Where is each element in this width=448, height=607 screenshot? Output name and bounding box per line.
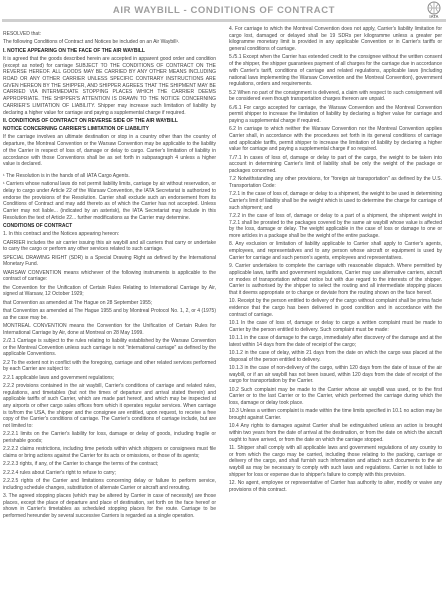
- page-title: AIR WAYBILL - CONDITIONS OF CONTRACT: [112, 5, 336, 16]
- left-column: [3, 26, 216, 604]
- section-heading: NOTICE CONCERNING CARRIER'S LIMITATION OF LIABILITY: [3, 126, 149, 133]
- clause-paragraph: the Convention for the Unification of Certain Rules Relating to International Carriage by Air, signed at Warsaw, 12 October 1929;: [3, 284, 216, 298]
- clause-paragraph: 11. Shipper shall comply with all applicable laws and government regulations of any country to or from which the cargo may be carried, including those relating to the packing, carriage or delivery of the cargo, and shall furnish such information and attach such documents to the air waybill as may be necessary to comply with such laws and regulations. Carrier is not liable to shipper for loss or expense due to shipper's failure to comply with this provision.: [229, 445, 442, 478]
- clause-paragraph: SPECIAL DRAWING RIGHT (SDR) is a Special Drawing Right as defined by the International Monetary Fund.: [3, 254, 216, 268]
- clause-paragraph: 10.1 In the case of loss of, damage or delay to cargo a written complaint must be made to Carrier by the person entitled to delivery. Such complaint must be made:: [229, 319, 442, 333]
- clause-paragraph: ¹ The Resolution is in the hands of all IATA Cargo Agents.: [3, 172, 130, 179]
- clause-paragraph: RESOLVED that:: [3, 31, 41, 37]
- clause-paragraph: 7.2.1 in the case of loss of, damage or delay to a shipment, the weight to be used in determining Carrier's limit of liability shall be the weight which is used to determine the charge for carriage of such shipment; and: [229, 191, 442, 211]
- clause-paragraph: 2.2.2.5 rights of the Carrier and limitations concerning delay or failure to perform service, including schedule changes, substitution of alternate Carrier or aircraft and rerouting.: [3, 478, 216, 491]
- clause-paragraph: 10.1.2 in the case of delay, within 21 days from the date on which the cargo was placed at the disposal of the person entitled to delivery.: [229, 349, 442, 363]
- clause-paragraph: 7.2.2 in the case of loss of, damage or delay to a part of a shipment, the shipment weight in 7.2.1 shall be prorated to the packages covered by the same air waybill whose value is affected by the loss, damage or delay. The weight applicable in the case of loss or damage to one or more articles in a package shall be the weight of the entire package.: [229, 213, 442, 240]
- clause-paragraph: 2.2.2.4 rules about Carrier's right to refuse to carry;: [3, 469, 116, 476]
- right-column: [229, 26, 442, 604]
- iata-logo: [424, 1, 444, 19]
- clause-paragraph: 10.3 Unless a written complaint is made within the time limits specified in 10.1 no action may be brought against Carrier.: [229, 408, 442, 422]
- clause-paragraph: 5./5.1 Except when the Carrier has extended credit to the consignee without the written consent of the shipper, the shipper guarantees payment of all charges for the carriage due in accordance with Carrier's tariff, conditions of carriage and related regulations, applicable laws (including national laws implementing the Warsaw Convention and the Montreal Convention), government regulations, orders and requirements.: [229, 54, 442, 88]
- clause-paragraph: 1. In this contract and the Notices appearing hereon:: [3, 231, 120, 238]
- clause-paragraph: If the carriage involves an ultimate destination or stop in a country other than the country of departure, the Montreal Convention or the Warsaw Convention may be applicable to the liability of the Carrier in respect of loss of, damage or delay to cargo. Carrier's limitation of liability in accordance with those Conventions shall be as set forth in subparagraph 4 unless a higher value is declared.: [3, 134, 216, 168]
- clause-paragraph: WARSAW CONVENTION means whichever of the following instruments is applicable to the contract of carriage:: [3, 269, 216, 283]
- clause-paragraph: 2.2.1 applicable laws and government regulations;: [3, 374, 115, 381]
- clause-paragraph: 6./6.1 For cargo accepted for carriage, the Warsaw Convention and the Montreal Convention permit shipper to increase the limitation of liability by declaring a higher value for carriage and paying a supplemental charge if required.: [229, 104, 442, 124]
- clause-paragraph: CARRIER includes the air carrier issuing this air waybill and all carriers that carry or undertake to carry the cargo or perform any other services related to such carriage.: [3, 239, 216, 253]
- clause-paragraph: 2.2.2 provisions contained in the air waybill, Carrier's conditions of carriage and related rules, regulations, and timetables (but not the times of departure and arrival stated therein) and applicable tariffs of such Carrier, which are made part hereof, and which may be inspected at any airports or other cargo sales offices from which it operates regular services. When carriage is to/from the USA, the shipper and the consignee are entitled, upon request, to receive a free copy of the Carrier's conditions of carriage. The Carrier's conditions of carriage include, but are not limited to:: [3, 382, 216, 430]
- clause-paragraph: The following Conditions of Contract and Notices be included on an Air Waybill¹.: [3, 39, 180, 46]
- clause-paragraph: 12. No agent, employee or representative of Carrier has authority to alter, modify or waive any provisions of this contract.: [229, 480, 442, 493]
- clause-paragraph: 3. The agreed stopping places (which may be altered by Carrier in case of necessity) are those places, except the place of departure and place of destination, set forth on the face hereof or shown in Carrier's timetables as scheduled stopping places for the route. Carriage to be performed hereunder by several successive Carriers is regarded as a single operation.: [3, 493, 216, 520]
- clause-paragraph: that Convention as amended at The Hague 1955 and by Montreal Protocol No. 1, 2, or 4 (1975) as the case may be.: [3, 307, 216, 321]
- clause-paragraph: 10.2 Such complaint may be made to the Carrier whose air waybill was used, or to the first Carrier or to the last Carrier or to the Carrier, which performed the carriage during which the loss, damage or delay took place.: [229, 386, 442, 407]
- logo-text: IATA: [429, 14, 439, 19]
- clause-paragraph: 4. For carriage to which the Montreal Convention does not apply, Carrier's liability limitation for cargo lost, damaged or delayed shall be 19 SDRs per kilogramme unless a greater per kilogramme monetary limit is provided in any applicable Convention or in Carrier's tariffs or general conditions of carriage.: [229, 26, 442, 53]
- clause-paragraph: ¹ Carriers whose national laws do not permit liability limits, carriage by air without reservation, or delay to cargo under Article 22 of the Warsaw Convention, the IATA Secretariat is authorized to endorse the provisions of the Resolution. Carrier shall exclude such an endorsement from its Conditions of Contract and may add thereto as of which the Carrier has not accepted. Unless Carrier may not liable... (indicated by an asterisk), the IATA Secretariat may include in this Resolution the text of Article 22... further modifications as the Carrier may determine.: [3, 181, 216, 221]
- clause-paragraph: 2./2.1 Carriage is subject to the rules relating to liability established by the Warsaw Convention or the Montreal Convention unless such carriage is not "international carriage" as defined by the applicable Conventions.: [3, 337, 216, 358]
- clause-paragraph: 5.2 When no part of the consignment is delivered, a claim with respect to such consignment will be considered even though transportation charges thereon are unpaid.: [229, 89, 442, 103]
- title-divider: [2, 19, 446, 22]
- clause-paragraph: 7.2 Notwithstanding any other provisions, for "foreign air transportation" as defined by the U.S. Transportation Code:: [229, 176, 442, 190]
- clause-paragraph: 10.1.1 in the case of damage to the cargo, immediately after discovery of the damage and at the latest within 14 days from the date of receipt of the cargo;: [229, 334, 442, 348]
- clause-paragraph: 2.2.2.1 limits on the Carrier's liability for loss, damage or delay of goods, including fragile or perishable goods;: [3, 431, 216, 445]
- clause-paragraph: 10. Receipt by the person entitled to delivery of the cargo without complaint shall be prima facie evidence that the cargo has been delivered in good condition and in accordance with the contract of carriage.: [229, 298, 442, 318]
- section-heading: II. CONDITIONS OF CONTRACT ON REVERSE SIDE OF THE AIR WAYBILL: [3, 117, 178, 124]
- clause-paragraph: 2.2.2.2 claims restrictions, including time periods within which shippers or consignees must file claims or bring actions against the Carrier for its acts or omissions, or those of its agents;: [3, 446, 216, 460]
- section-heading: CONDITIONS OF CONTRACT: [3, 223, 73, 230]
- clause-paragraph: 10.4 Any rights to damages against Carrier shall be extinguished unless an action is brought within two years from the date of arrival at the destination, or from the date on which the aircraft ought to have arrived, or from the date on which the carriage stopped.: [229, 423, 442, 443]
- section-heading: I. NOTICE APPEARING ON THE FACE OF THE AIR WAYBILL: [3, 47, 145, 54]
- clause-paragraph: 7./7.1 In cases of loss of, damage or delay to part of the cargo, the weight to be taken into account in determining Carrier's limit of liability shall be only the weight of the package or packages concerned.: [229, 154, 442, 175]
- clause-paragraph: 6.2 In carriage to which neither the Warsaw Convention nor the Montreal Convention applies Carrier shall, in accordance with the procedures set forth in its general conditions of carriage and applicable tariffs, permit shipper to increase the limitation of liability by declaring a higher value for carriage and paying a supplemental charge if so required.: [229, 126, 442, 153]
- clause-paragraph: 2.2.2.3 rights, if any, of the Carrier to change the terms of the contract;: [3, 461, 159, 468]
- clause-paragraph: It is agreed that the goods described herein are accepted in apparent good order and condition (except as noted) for carriage SUBJECT TO THE CONDITIONS OF CONTRACT ON THE REVERSE HEREOF. ALL GOODS MAY BE CARRIED BY ANY OTHER MEANS INCLUDING ROAD OR ANY OTHER CARRIER UNLESS SPECIFIC CONTRARY INSTRUCTIONS ARE GIVEN HEREON BY THE SHIPPER, AND SHIPPER AGREES THAT THE SHIPMENT MAY BE CARRIED VIA INTERMEDIATE STOPPING PLACES WHICH THE CARRIER DEEMS APPROPRIATE. THE SHIPPER'S ATTENTION IS DRAWN TO THE NOTICE CONCERNING CARRIER'S LIMITATION OF LIABILITY. Shipper may increase such limitation of liability by declaring a higher value for carriage and paying a supplemental charge if required.: [3, 55, 216, 116]
- clause-paragraph: 8. Any exclusion or limitation of liability applicable to Carrier shall apply to Carrier's agents, employees, and representatives and to any person whose aircraft or equipment is used by Carrier for carriage and such person's agents, employees and representatives.: [229, 241, 442, 261]
- clause-paragraph: 9. Carrier undertakes to complete the carriage with reasonable dispatch. Where permitted by applicable laws, tariffs and government regulations, Carrier may use alternative carriers, aircraft or modes of transportation without notice but with due regard to the interests of the shipper. Carrier is authorised by the shipper to select the routing and all intermediate stopping places that it deems appropriate or to change or deviate from the routing shown on the face hereof.: [229, 263, 442, 296]
- clause-paragraph: 10.1.3 in the case of non-delivery of the cargo, within 120 days from the date of issue of the air waybill, or if an air waybill has not been issued, within 120 days from the date of receipt of the cargo for transportation by the Carrier.: [229, 364, 442, 385]
- clause-paragraph: 2.2 To the extent not in conflict with the foregoing, carriage and other related services performed by each Carrier are subject to:: [3, 359, 216, 373]
- clause-paragraph: MONTREAL CONVENTION means the Convention for the Unification of Certain Rules for International Carriage by Air, done at Montreal on 28 May 1999.: [3, 322, 216, 336]
- clause-paragraph: that Convention as amended at The Hague on 28 September 1955;: [3, 299, 153, 306]
